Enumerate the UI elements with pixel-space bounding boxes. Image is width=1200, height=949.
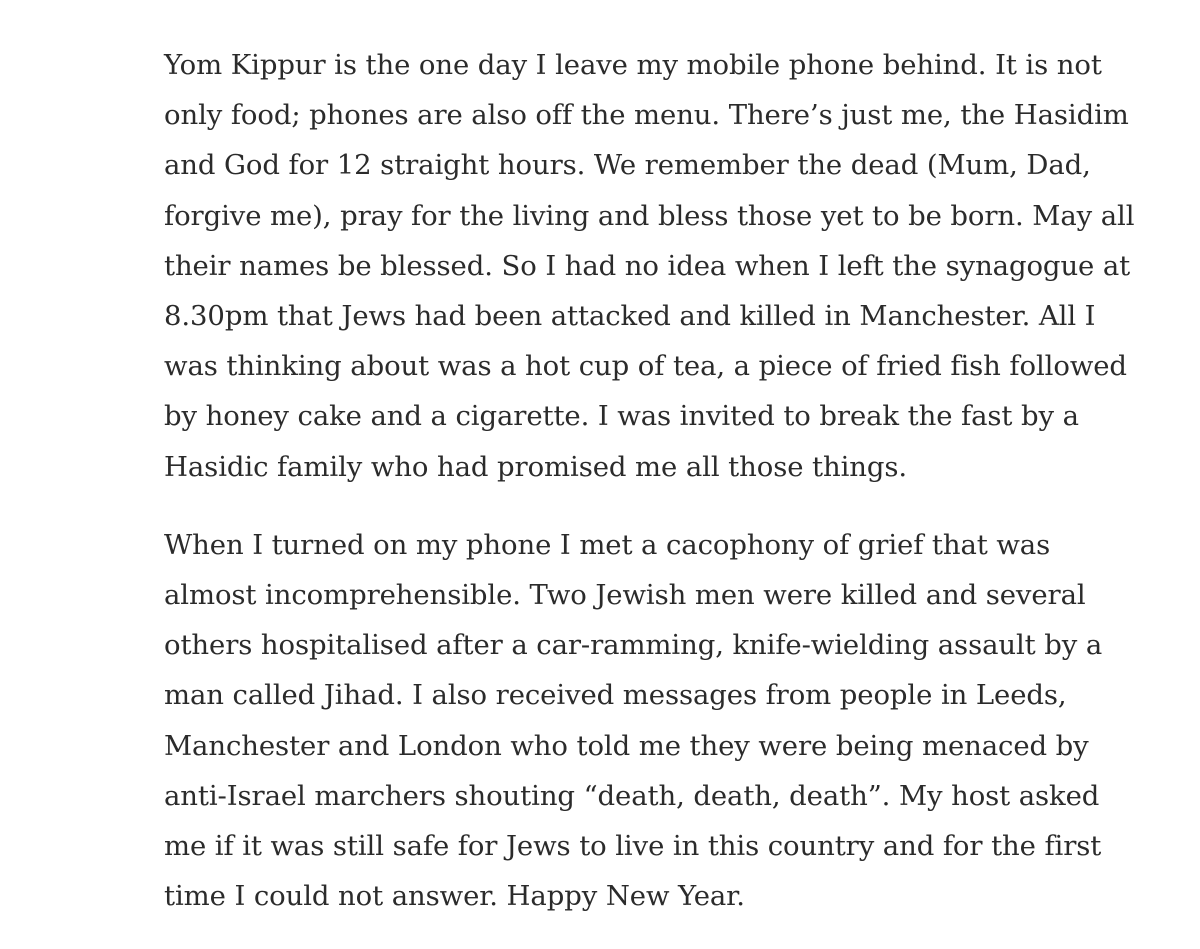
paragraph-2: [164, 520, 1114, 922]
paragraph-line: only food; phones are also off the menu. There’s just me, the Hasidim: [164, 99, 1129, 132]
paragraph-line: others hospitalised after a car-ramming, knife-wielding assault by a: [164, 629, 1103, 662]
paragraph-line: and God for 12 straight hours. We remember the dead (Mum, Dad,: [164, 149, 1091, 182]
paragraph-line: anti-Israel marchers shouting “death, death, death”. My host asked: [164, 779, 1100, 812]
paragraph-line: forgive me), pray for the living and bless those yet to be born. May all: [164, 199, 1135, 232]
paragraph-line: by honey cake and a cigarette. I was invited to break the fast by a: [164, 400, 1079, 433]
article-body: [164, 40, 1135, 921]
paragraph-line: Hasidic family who had promised me all those things.: [164, 450, 908, 483]
paragraph-line: When I turned on my phone I met a cacophony of grief that was: [164, 528, 1051, 561]
paragraph-line: was thinking about was a hot cup of tea, a piece of fried fish followed: [164, 350, 1127, 383]
paragraph-line: man called Jihad. I also received messages from people in Leeds,: [164, 679, 1067, 712]
paragraph-line: time I could not answer. Happy New Year.: [164, 880, 745, 913]
paragraph-line: me if it was still safe for Jews to live in this country and for the first: [164, 830, 1102, 863]
paragraph-1: [164, 40, 1135, 492]
paragraph-line: Manchester and London who told me they were being menaced by: [164, 729, 1089, 762]
paragraph-line: almost incomprehensible. Two Jewish men were killed and several: [164, 579, 1086, 612]
paragraph-line: their names be blessed. So I had no idea when I left the synagogue at: [164, 249, 1131, 282]
paragraph-line: Yom Kippur is the one day I leave my mobile phone behind. It is not: [164, 49, 1102, 81]
paragraph-line: 8.30pm that Jews had been attacked and killed in Manchester. All I: [164, 300, 1096, 333]
